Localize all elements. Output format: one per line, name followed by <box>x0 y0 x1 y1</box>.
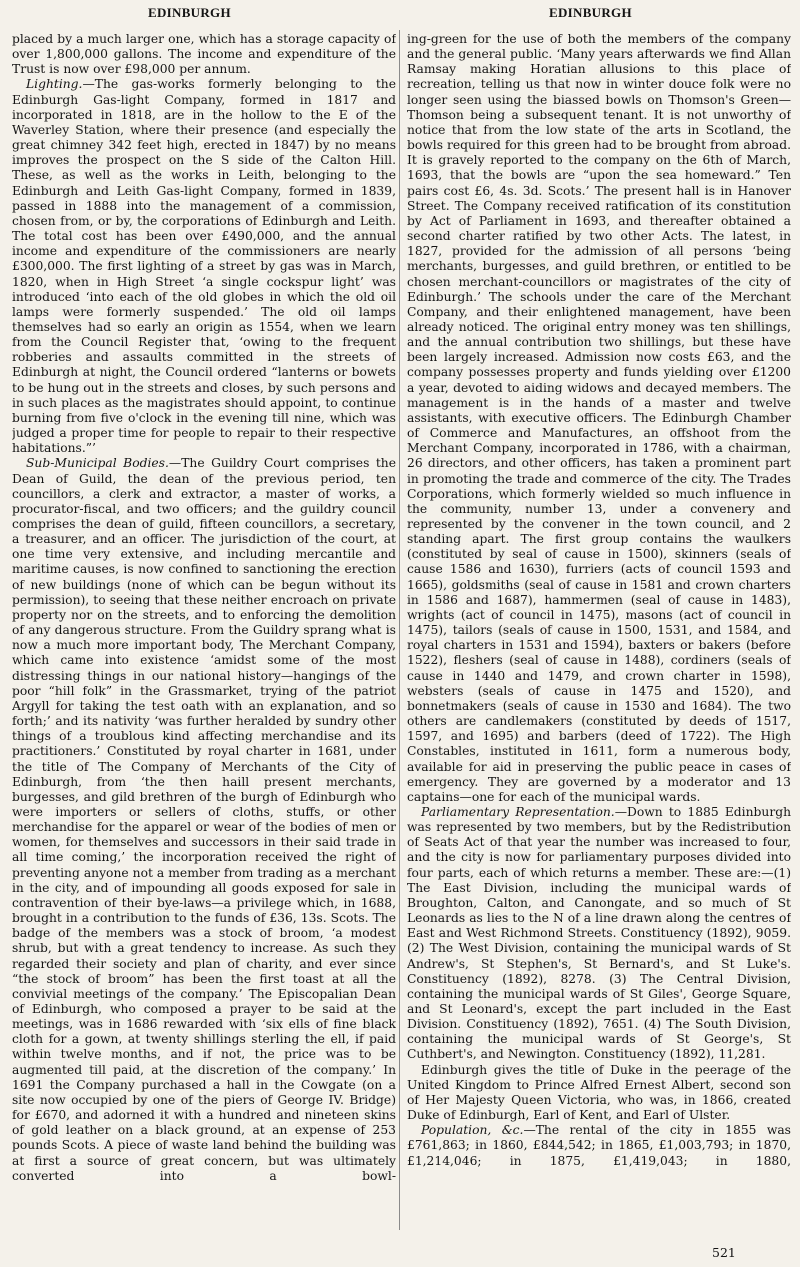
section-heading-parliamentary: Parliamentary Representation. <box>421 804 615 819</box>
right-column <box>407 32 791 1247</box>
parliamentary-body: —Down to 1885 Edinburgh was represented by two members, but by the Redistribution of Seats Act of that year the number was increased to four, and the city is now for parliamentary purposes divided into four parts, each of which returns a member. These are:—(1) The East Division, including the municipal wards of Broughton, Calton, and Canongate, and so much of St Leonards as lies to the N of a line drawn along the centres of East and West Richmond Streets. Constituency (1892), 9059. (2) The West Division, containing the municipal wards of St Andrew's, St Stephen's, St Bernard's, and St Luke's. Constituency (1892), 8278. (3) The Central Division, containing the municipal wards of St Giles', George Square, and St Leonard's, except the part included in the East Division. Constituency (1892), 7651. (4) The South Division, containing the municipal wards of St George's, St Cuthbert's, and Newington. Constituency (1892), 11,281. <box>407 804 791 1062</box>
population-body: —The rental of the city in 1855 was £761,863; in 1860, £844,542; in 1865, £1,003,793; in 1870, £1,214,046; in 1875, £1,419,043; in 1880, <box>407 1123 791 1168</box>
header-left: EDINBURGH <box>148 5 231 20</box>
left-column <box>12 32 396 1247</box>
section-heading-lighting: Lighting. <box>26 77 83 92</box>
paragraph-merchant-company-cont: ing-green for the use of both the members of the company and the general public. ‘Many years afterwards we find Allan Ramsay making Horatian allusions to this place of recreation, telling us that now in winter douce folk were no longer seen using the biassed bowls on Thomson's Green—Thomson being a subsequent tenant. It is not unworthy of notice that from the low state of the arts in Scotland, the bowls required for this green had to be brought from abroad. It is gravely reported to the company on the 6th of March, 1693, that the bowls are “upon the sea homeward.” Ten pairs cost £6, 4s. 3d. Scots.’ The present hall is in Hanover Street. The Company received ratification of its constitution by Act of Parliament in 1693, and thereafter obtained a second charter ratified by two other Acts. The latest, in 1827, provided for the admission of all persons ‘being merchants, burgesses, and guild brethren, or entitled to be chosen merchant-councillors or magistrates of the city of Edinburgh.’ The schools under the care of the Merchant Company, and their enlightened management, have been already noticed. The original entry money was ten shillings, and the annual contribution two shillings, but these have been largely increased. Admission now costs £63, and the company possesses property and funds yielding over £1200 a year, devoted to aiding widows and decayed members. The management is in the hands of a master and twelve assistants, with executive officers. The Edinburgh Chamber of Commerce and Manufactures, an offshoot from the Merchant Company, incorporated in 1786, with a chairman, 26 directors, and other officers, has taken a prominent part in promoting the trade and commerce of the city. The Trades Corporations, which formerly wielded so much influence in the community, number 13, under a convenery and represented by the convener in the town council, and 2 standing apart. The first group contains the waulkers (constituted by seal of cause in 1500), skinners (seals of cause 1586 and 1630), furriers (acts of council 1593 and 1665), goldsmiths (seal of cause in 1581 and crown charters in 1586 and 1687), hammermen (seal of cause in 1483), wrights (act of council in 1475), masons (act of council in 1475), tailors (seals of cause in 1500, 1531, and 1584, and royal charters in 1531 and 1594), baxters or bakers (before 1522), fleshers (seal of cause in 1488), cordiners (seals of cause in 1440 and 1479, and crown charter in 1598), websters (seals of cause in 1475 and 1520), and bonnetmakers (seals of cause in 1530 and 1684). The two others are candlemakers (constituted by deeds of 1517, 1597, and 1695) and barbers (deed of 1722). The High Constables, instituted in 1611, form a numerous body, available for aid in preserving the public peace in cases of emergency. They are governed by a moderator and 13 captains—one for each of the municipal wards. <box>407 32 791 804</box>
paragraph-sub-municipal <box>12 456 396 1184</box>
paragraph-population <box>407 1123 791 1168</box>
column-divider <box>399 30 400 1230</box>
paragraph-water-trust: placed by a much larger one, which has a storage capacity of over 1,800,000 gallons. The income and expenditure of the Trust is now over £98,000 per annum. <box>12 32 396 77</box>
header-right: EDINBURGH <box>549 5 632 20</box>
paragraph-lighting <box>12 77 396 456</box>
lighting-body: —The gas-works formerly belonging to the Edinburgh Gas-light Company, formed in 1817 and incorporated in 1818, are in the hollow to the E of the Waverley Station, where their presence (and especially the great chimney 342 feet high, erected in 1847) by no means improves the prospect on the S side of the Calton Hill. These, as well as the works in Leith, belonging to the Edinburgh and Leith Gas-light Company, formed in 1839, passed in 1888 into the management of a commission, chosen from, or by, the corporations of Edinburgh and Leith. The total cost has been over £490,000, and the annual income and expenditure of the commissioners are nearly £300,000. The first lighting of a street by gas was in March, 1820, when in High Street ‘a single cockspur light’ was introduced ‘into each of the old globes in which the old oil lamps were formerly suspended.’ The old oil lamps themselves had so early an origin as 1554, when we learn from the Council Register that, ‘owing to the frequent robberies and assaults committed in the streets of Edinburgh at night, the Council ordered “lanterns or bowets to be hung out in the streets and closes, by such persons and in such places as the magistrates should appoint, to continue burning from five o'clock in the evening till nine, which was judged a proper time for people to repair to their respective habitations.”’ <box>12 77 396 456</box>
page-number: 521 <box>712 1245 736 1260</box>
sub-municipal-body: —The Guildry Court comprises the Dean of Guild, the dean of the previous period, ten councillors, a clerk and extractor, a master of works, a procurator-fiscal, and two officers; and the guildry council comprises the dean of guild, fifteen councillors, a secretary, a treasurer, and an officer. The jurisdiction of the court, at one time very extensive, and including mercantile and maritime causes, is now confined to sanctioning the erection of new buildings (none of which can be begun without its permission), to seeing that these neither encroach on private property nor on the streets, and to enforcing the demolition of any dangerous structure. From the Guildry sprang what is now a much more important body, The Merchant Company, which came into existence ‘amidst some of the most distressing things in our national history—hangings of the poor “hill folk” in the Grassmarket, trying of the patriot Argyll for taking the test oath with an explanation, and so forth;’ and its nativity ‘was further heralded by sundry other things of a troublous kind affecting merchandise and its practitioners.’ Constituted by royal charter in 1681, under the title of The Company of Merchants of the City of Edinburgh, from ‘the then haill present merchants, burgesses, and gild brethren of the burgh of Edinburgh who were importers or sellers of cloths, stuffs, or other merchandise for the apparel or wear of the bodies of men or women, for themselves and successors in their said trade in all time coming,’ the incorporation received the right of preventing anyone not a member from trading as a merchant in the city, and of impounding all goods exposed for sale in contravention of their bye-laws—a privilege which, in 1688, brought in a contribution to the funds of £36, 13s. Scots. The badge of the members was a stock of broom, ‘a modest shrub, but with a great tendency to increase. As such they regarded their society and plan of charity, and ever since “the stock of broom” has been the first toast at all the convivial meetings of the company.’ The Episcopalian Dean of Edinburgh, who composed a prayer to be said at the meetings, was in 1686 rewarded with ‘six ells of fine black cloth for a gown, at twenty shillings sterling the ell, if paid within twelve months, and if not, the price was to be augmented till paid, at the discretion of the company.’ In 1691 the Company purchased a hall in the Cowgate (on a site now occupied by one of the piers of George IV. Bridge) for £670, and adorned it with a hundred and nineteen skins of gold leather on a black ground, at an expense of 253 pounds Scots. A piece of waste land behind the building was at first a source of great concern, but was ultimately converted into a bowl- <box>12 456 396 1183</box>
running-header <box>0 5 800 23</box>
section-heading-sub-municipal: Sub-Municipal Bodies. <box>26 456 169 471</box>
paragraph-parliamentary <box>407 805 791 1063</box>
section-heading-population: Population, &c. <box>421 1123 524 1138</box>
paragraph-duke: Edinburgh gives the title of Duke in the peerage of the United Kingdom to Prince Alfred Ernest Albert, second son of Her Majesty Queen Victoria, who was, in 1866, created Duke of Edinburgh, Earl of Kent, and Earl of Ulster. <box>407 1062 791 1123</box>
